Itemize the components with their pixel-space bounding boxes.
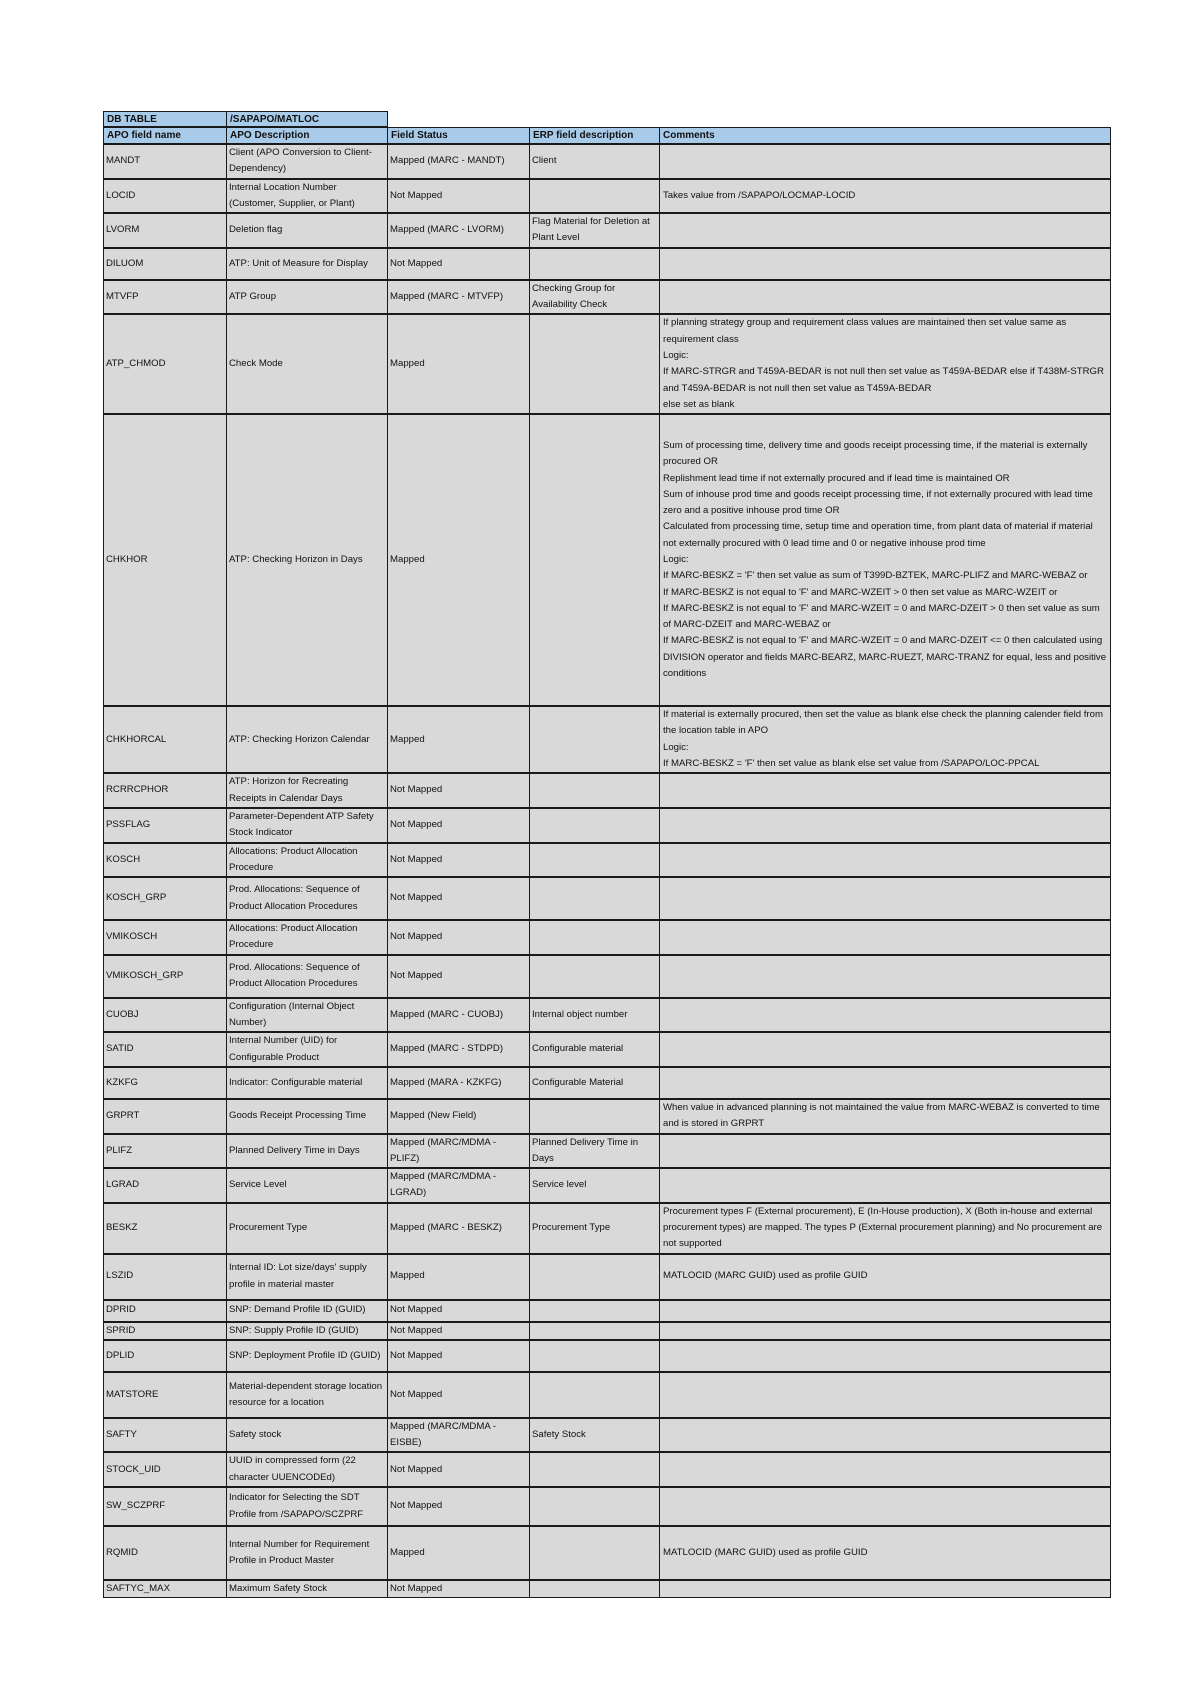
erp-field-description-cell — [530, 1254, 660, 1300]
field-status-cell: Not Mapped — [388, 1487, 530, 1526]
comments-cell — [660, 1067, 1111, 1099]
column-header: APO Description — [227, 128, 388, 145]
apo-description-cell: Internal ID: Lot size/days' supply profile in material master — [227, 1254, 388, 1300]
comments-cell — [660, 1418, 1111, 1453]
erp-field-description-cell: Internal object number — [530, 998, 660, 1033]
table-row — [104, 1452, 1111, 1487]
field-name-cell: LOCID — [104, 179, 227, 214]
table-row — [104, 1254, 1111, 1300]
column-header-row — [104, 128, 1111, 145]
field-name-cell: MTVFP — [104, 280, 227, 315]
field-name-cell: GRPRT — [104, 1099, 227, 1134]
apo-description-cell: Planned Delivery Time in Days — [227, 1134, 388, 1169]
apo-description-cell: Parameter-Dependent ATP Safety Stock Indicator — [227, 808, 388, 843]
table-row — [104, 1372, 1111, 1418]
apo-description-cell: Goods Receipt Processing Time — [227, 1099, 388, 1134]
field-name-cell: LSZID — [104, 1254, 227, 1300]
table-row — [104, 280, 1111, 315]
comments-cell: MATLOCID (MARC GUID) used as profile GUID — [660, 1526, 1111, 1580]
comments-cell — [660, 280, 1111, 315]
spreadsheet-page — [103, 111, 1110, 1598]
field-name-cell: KOSCH_GRP — [104, 877, 227, 920]
column-header: Field Status — [388, 128, 530, 145]
comments-cell — [660, 1134, 1111, 1169]
apo-description-cell: Safety stock — [227, 1418, 388, 1453]
table-row — [104, 1340, 1111, 1372]
comments-cell: Procurement types F (External procurement), E (In-House production), X (Both in-house and external procurement types) are mapped. The types P (External procurement planning) and No procurement are not supported — [660, 1203, 1111, 1254]
apo-description-cell: Material-dependent storage location resource for a location — [227, 1372, 388, 1418]
field-name-cell: ATP_CHMOD — [104, 314, 227, 414]
apo-description-cell: Service Level — [227, 1168, 388, 1203]
field-status-cell: Mapped (MARC/MDMA - EISBE) — [388, 1418, 530, 1453]
comments-cell: If material is externally procured, then set the value as blank else check the planning calender field from the location table in APO Logic: If MARC-BESKZ = 'F' then set value as blank else set value from /SAPAPO/LOC-PPCAL — [660, 706, 1111, 773]
field-name-cell: MANDT — [104, 144, 227, 179]
field-mapping-table — [103, 127, 1111, 1598]
field-status-cell: Not Mapped — [388, 955, 530, 998]
field-name-cell: PLIFZ — [104, 1134, 227, 1169]
erp-field-description-cell — [530, 706, 660, 773]
field-status-cell: Not Mapped — [388, 877, 530, 920]
table-row — [104, 1203, 1111, 1254]
erp-field-description-cell: Service level — [530, 1168, 660, 1203]
field-status-cell: Mapped — [388, 1526, 530, 1580]
erp-field-description-cell: Configurable material — [530, 1032, 660, 1067]
erp-field-description-cell — [530, 1300, 660, 1322]
erp-field-description-cell — [530, 877, 660, 920]
comments-cell — [660, 808, 1111, 843]
comments-cell: MATLOCID (MARC GUID) used as profile GUID — [660, 1254, 1111, 1300]
field-status-cell: Mapped — [388, 1254, 530, 1300]
field-name-cell: LGRAD — [104, 1168, 227, 1203]
erp-field-description-cell — [530, 414, 660, 706]
comments-cell — [660, 1300, 1111, 1322]
table-row — [104, 843, 1111, 878]
apo-description-cell: Prod. Allocations: Sequence of Product Allocation Procedures — [227, 877, 388, 920]
erp-field-description-cell: Procurement Type — [530, 1203, 660, 1254]
field-name-cell: CHKHORCAL — [104, 706, 227, 773]
erp-field-description-cell — [530, 1372, 660, 1418]
field-name-cell: DPLID — [104, 1340, 227, 1372]
erp-field-description-cell — [530, 1526, 660, 1580]
apo-description-cell: ATP: Checking Horizon Calendar — [227, 706, 388, 773]
table-row — [104, 1099, 1111, 1134]
comments-cell: When value in advanced planning is not maintained the value from MARC-WEBAZ is converted to time and is stored in GRPRT — [660, 1099, 1111, 1134]
table-row — [104, 1418, 1111, 1453]
comments-cell — [660, 773, 1111, 808]
field-name-cell: SATID — [104, 1032, 227, 1067]
db-table-value: /SAPAPO/MATLOC — [227, 112, 388, 127]
comments-cell — [660, 144, 1111, 179]
field-status-cell: Mapped (MARC - STDPD) — [388, 1032, 530, 1067]
table-row — [104, 773, 1111, 808]
erp-field-description-cell — [530, 1322, 660, 1340]
field-status-cell: Not Mapped — [388, 773, 530, 808]
table-row — [104, 920, 1111, 955]
comments-cell — [660, 1372, 1111, 1418]
field-status-cell: Mapped (MARC - BESKZ) — [388, 1203, 530, 1254]
erp-field-description-cell — [530, 1099, 660, 1134]
erp-field-description-cell: Configurable Material — [530, 1067, 660, 1099]
field-status-cell: Mapped (MARA - KZKFG) — [388, 1067, 530, 1099]
table-row — [104, 1134, 1111, 1169]
apo-description-cell: ATP Group — [227, 280, 388, 315]
field-name-cell: VMIKOSCH — [104, 920, 227, 955]
field-status-cell: Mapped — [388, 706, 530, 773]
comments-cell — [660, 1487, 1111, 1526]
table-row — [104, 248, 1111, 280]
erp-field-description-cell — [530, 920, 660, 955]
erp-field-description-cell — [530, 955, 660, 998]
apo-description-cell: Internal Location Number (Customer, Supplier, or Plant) — [227, 179, 388, 214]
erp-field-description-cell — [530, 1340, 660, 1372]
field-status-cell: Not Mapped — [388, 1300, 530, 1322]
field-status-cell: Not Mapped — [388, 179, 530, 214]
field-name-cell: MATSTORE — [104, 1372, 227, 1418]
erp-field-description-cell — [530, 1452, 660, 1487]
db-table-header — [103, 111, 388, 127]
erp-field-description-cell — [530, 1580, 660, 1598]
field-name-cell: SW_SCZPRF — [104, 1487, 227, 1526]
erp-field-description-cell: Planned Delivery Time in Days — [530, 1134, 660, 1169]
field-status-cell: Not Mapped — [388, 1580, 530, 1598]
table-row — [104, 1487, 1111, 1526]
table-row — [104, 314, 1111, 414]
table-row — [104, 706, 1111, 773]
apo-description-cell: ATP: Horizon for Recreating Receipts in Calendar Days — [227, 773, 388, 808]
table-row — [104, 1580, 1111, 1598]
field-status-cell: Not Mapped — [388, 248, 530, 280]
field-status-cell: Mapped — [388, 314, 530, 414]
field-name-cell: RQMID — [104, 1526, 227, 1580]
field-status-cell: Mapped (New Field) — [388, 1099, 530, 1134]
field-status-cell: Mapped (MARC - MANDT) — [388, 144, 530, 179]
db-table-label: DB TABLE — [104, 112, 227, 127]
comments-cell — [660, 1322, 1111, 1340]
apo-description-cell: Internal Number for Requirement Profile in Product Master — [227, 1526, 388, 1580]
field-name-cell: RCRRCPHOR — [104, 773, 227, 808]
field-name-cell: SAFTYC_MAX — [104, 1580, 227, 1598]
table-row — [104, 1168, 1111, 1203]
comments-cell — [660, 920, 1111, 955]
field-name-cell: KOSCH — [104, 843, 227, 878]
field-name-cell: KZKFG — [104, 1067, 227, 1099]
comments-cell — [660, 1032, 1111, 1067]
apo-description-cell: Internal Number (UID) for Configurable Product — [227, 1032, 388, 1067]
table-row — [104, 1322, 1111, 1340]
table-row — [104, 144, 1111, 179]
apo-description-cell: Check Mode — [227, 314, 388, 414]
field-status-cell: Not Mapped — [388, 843, 530, 878]
field-status-cell: Mapped (MARC/MDMA - LGRAD) — [388, 1168, 530, 1203]
field-name-cell: STOCK_UID — [104, 1452, 227, 1487]
comments-cell — [660, 1580, 1111, 1598]
field-name-cell: LVORM — [104, 213, 227, 248]
comments-cell — [660, 998, 1111, 1033]
comments-cell — [660, 843, 1111, 878]
table-row — [104, 213, 1111, 248]
table-row — [104, 877, 1111, 920]
apo-description-cell: Client (APO Conversion to Client-Dependency) — [227, 144, 388, 179]
table-row — [104, 1526, 1111, 1580]
erp-field-description-cell — [530, 314, 660, 414]
table-row — [104, 1032, 1111, 1067]
apo-description-cell: SNP: Demand Profile ID (GUID) — [227, 1300, 388, 1322]
field-name-cell: PSSFLAG — [104, 808, 227, 843]
apo-description-cell: ATP: Unit of Measure for Display — [227, 248, 388, 280]
erp-field-description-cell — [530, 808, 660, 843]
field-name-cell: BESKZ — [104, 1203, 227, 1254]
apo-description-cell: Allocations: Product Allocation Procedure — [227, 920, 388, 955]
field-status-cell: Mapped (MARC - CUOBJ) — [388, 998, 530, 1033]
apo-description-cell: SNP: Supply Profile ID (GUID) — [227, 1322, 388, 1340]
erp-field-description-cell — [530, 1487, 660, 1526]
apo-description-cell: Allocations: Product Allocation Procedure — [227, 843, 388, 878]
table-row — [104, 1067, 1111, 1099]
table-row — [104, 414, 1111, 706]
field-status-cell: Not Mapped — [388, 1322, 530, 1340]
erp-field-description-cell: Checking Group for Availability Check — [530, 280, 660, 315]
table-row — [104, 1300, 1111, 1322]
erp-field-description-cell — [530, 773, 660, 808]
field-status-cell: Mapped (MARC - MTVFP) — [388, 280, 530, 315]
apo-description-cell: Prod. Allocations: Sequence of Product Allocation Procedures — [227, 955, 388, 998]
comments-cell — [660, 1452, 1111, 1487]
field-name-cell: VMIKOSCH_GRP — [104, 955, 227, 998]
comments-cell: If planning strategy group and requirement class values are maintained then set value same as requirement class Logic: If MARC-STRGR and T459A-BEDAR is not null then set value as T459A-BEDAR else if T438M-STRGR and T459A-BEDAR is not null then set value as T459A-BEDAR else set as blank — [660, 314, 1111, 414]
table-row — [104, 808, 1111, 843]
table-row — [104, 998, 1111, 1033]
apo-description-cell: Indicator: Configurable material — [227, 1067, 388, 1099]
apo-description-cell: Maximum Safety Stock — [227, 1580, 388, 1598]
column-header: ERP field description — [530, 128, 660, 145]
erp-field-description-cell: Client — [530, 144, 660, 179]
comments-cell — [660, 1340, 1111, 1372]
apo-description-cell: Procurement Type — [227, 1203, 388, 1254]
erp-field-description-cell: Safety Stock — [530, 1418, 660, 1453]
comments-cell — [660, 877, 1111, 920]
field-name-cell: DILUOM — [104, 248, 227, 280]
field-status-cell: Mapped — [388, 414, 530, 706]
field-name-cell: SAFTY — [104, 1418, 227, 1453]
table-row — [104, 955, 1111, 998]
table-row — [104, 179, 1111, 214]
field-status-cell: Not Mapped — [388, 1372, 530, 1418]
field-name-cell: CUOBJ — [104, 998, 227, 1033]
field-status-cell: Not Mapped — [388, 808, 530, 843]
field-name-cell: DPRID — [104, 1300, 227, 1322]
column-header: APO field name — [104, 128, 227, 145]
comments-cell — [660, 955, 1111, 998]
apo-description-cell: Indicator for Selecting the SDT Profile from /SAPAPO/SCZPRF — [227, 1487, 388, 1526]
field-status-cell: Not Mapped — [388, 920, 530, 955]
apo-description-cell: Configuration (Internal Object Number) — [227, 998, 388, 1033]
comments-cell — [660, 1168, 1111, 1203]
comments-cell — [660, 213, 1111, 248]
erp-field-description-cell — [530, 843, 660, 878]
apo-description-cell: ATP: Checking Horizon in Days — [227, 414, 388, 706]
field-status-cell: Not Mapped — [388, 1340, 530, 1372]
field-status-cell: Mapped (MARC/MDMA - PLIFZ) — [388, 1134, 530, 1169]
erp-field-description-cell — [530, 179, 660, 214]
field-status-cell: Not Mapped — [388, 1452, 530, 1487]
apo-description-cell: Deletion flag — [227, 213, 388, 248]
erp-field-description-cell: Flag Material for Deletion at Plant Level — [530, 213, 660, 248]
apo-description-cell: UUID in compressed form (22 character UUENCODEd) — [227, 1452, 388, 1487]
field-status-cell: Mapped (MARC - LVORM) — [388, 213, 530, 248]
apo-description-cell: SNP: Deployment Profile ID (GUID) — [227, 1340, 388, 1372]
comments-cell — [660, 248, 1111, 280]
erp-field-description-cell — [530, 248, 660, 280]
field-name-cell: SPRID — [104, 1322, 227, 1340]
comments-cell: Takes value from /SAPAPO/LOCMAP-LOCID — [660, 179, 1111, 214]
column-header: Comments — [660, 128, 1111, 145]
comments-cell: Sum of processing time, delivery time and goods receipt processing time, if the material is externally procured OR Replishment lead time if not externally procured and if lead time is maintained OR Sum of inhouse prod time and goods receipt processing time, if not externally procured with lead time zero and a positive inhouse prod time OR Calculated from processing time, setup time and operation time, from plant data of material if material not externally procured with 0 lead time and 0 or negative inhouse prod time Logic: If MARC-BESKZ = 'F' then set value as sum of T399D-BZTEK, MARC-PLIFZ and MARC-WEBAZ or If MARC-BESKZ is not equal to 'F' and MARC-WZEIT > 0 then set value as MARC-WZEIT or If MARC-BESKZ is not equal to 'F' and MARC-WZEIT = 0 and MARC-DZEIT > 0 then set value as sum of MARC-DZEIT and MARC-WEBAZ or If MARC-BESKZ is not equal to 'F' and MARC-WZEIT = 0 and MARC-DZEIT <= 0 then calculated using DIVISION operator and fields MARC-BEARZ, MARC-RUEZT, MARC-TRANZ for equal, less and positive conditions — [660, 414, 1111, 706]
field-name-cell: CHKHOR — [104, 414, 227, 706]
